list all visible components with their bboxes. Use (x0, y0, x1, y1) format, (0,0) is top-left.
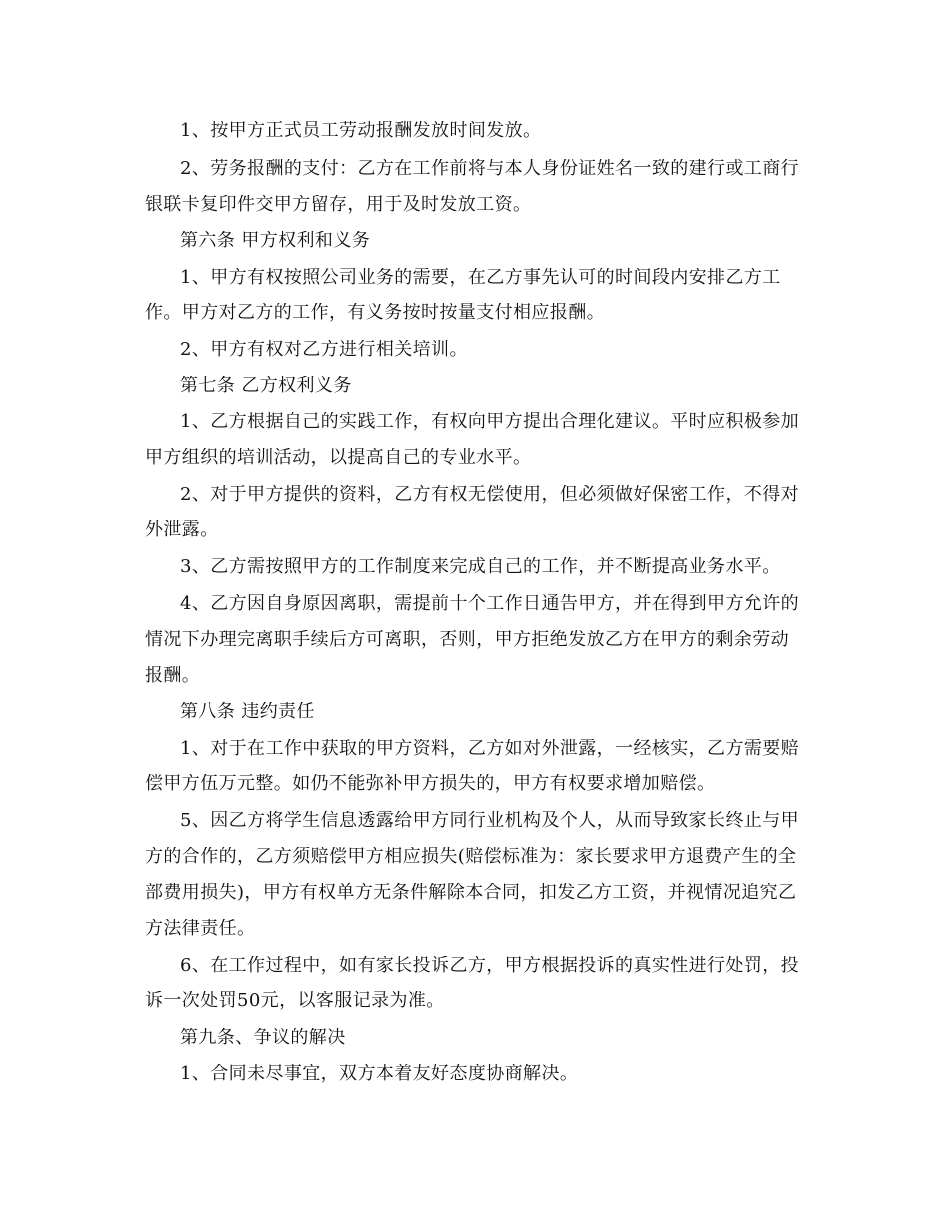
paragraph-line: 5、因乙方将学生信息透露给甲方同行业机构及个人，从而导致家长终止与甲 (180, 811, 800, 831)
paragraph-line: 2、甲方有权对乙方进行相关培训。 (180, 340, 468, 360)
paragraph-line: 1、甲方有权按照公司业务的需要，在乙方事先认可的时间段内安排乙方工 (180, 268, 781, 288)
paragraph-line: 诉一次处罚50元，以客服记录为准。 (145, 991, 445, 1011)
paragraph-line: 1、合同未尽事宜，双方本着友好态度协商解决。 (180, 1064, 579, 1084)
section-heading: 第七条 乙方权利义务 (180, 376, 352, 396)
paragraph-line: 甲方组织的培训活动，以提高自己的专业水平。 (145, 448, 532, 468)
paragraph-line: 作。甲方对乙方的工作，有义务按时按量支付相应报酬。 (145, 303, 605, 323)
paragraph-line: 4、乙方因自身原因离职，需提前十个工作日通告甲方，并在得到甲方允许的 (180, 594, 800, 614)
paragraph-line: 1、按甲方正式员工劳动报酬发放时间发放。 (180, 121, 542, 141)
paragraph-line: 2、对于甲方提供的资料，乙方有权无偿使用，但必须做好保密工作，不得对 (180, 485, 800, 505)
section-heading: 第八条 违约责任 (180, 702, 315, 722)
paragraph-line: 6、在工作过程中，如有家长投诉乙方，甲方根据投诉的真实性进行处罚，投 (180, 956, 800, 976)
section-heading: 第六条 甲方权利和义务 (180, 231, 371, 251)
paragraph-line: 情况下办理完离职手续后方可离职，否则，甲方拒绝发放乙方在甲方的剩余劳动 (145, 630, 789, 650)
paragraph-line: 偿甲方伍万元整。如仍不能弥补甲方损失的，甲方有权要求增加赔偿。 (145, 774, 716, 794)
section-heading: 第九条、争议的解决 (180, 1028, 346, 1048)
paragraph-line: 银联卡复印件交甲方留存，用于及时发放工资。 (145, 195, 532, 215)
paragraph-line: 外泄露。 (145, 520, 219, 540)
paragraph-line: 1、对于在工作中获取的甲方资料，乙方如对外泄露，一经核实，乙方需要赔 (180, 739, 800, 759)
paragraph-line: 报酬。 (145, 666, 201, 686)
paragraph-line: 部费用损失)，甲方有权单方无条件解除本合同，扣发乙方工资，并视情况追究乙 (145, 883, 797, 903)
paragraph-line: 方法律责任。 (145, 919, 256, 939)
paragraph-line: 2、劳务报酬的支付：乙方在工作前将与本人身份证姓名一致的建行或工商行 (180, 159, 800, 179)
paragraph-line: 方的合作的，乙方须赔偿甲方相应损失(赔偿标准为：家长要求甲方退费产生的全 (145, 847, 797, 867)
paragraph-line: 1、乙方根据自己的实践工作，有权向甲方提出合理化建议。平时应积极参加 (180, 412, 800, 432)
paragraph-line: 3、乙方需按照甲方的工作制度来完成自己的工作，并不断提高业务水平。 (180, 557, 781, 577)
